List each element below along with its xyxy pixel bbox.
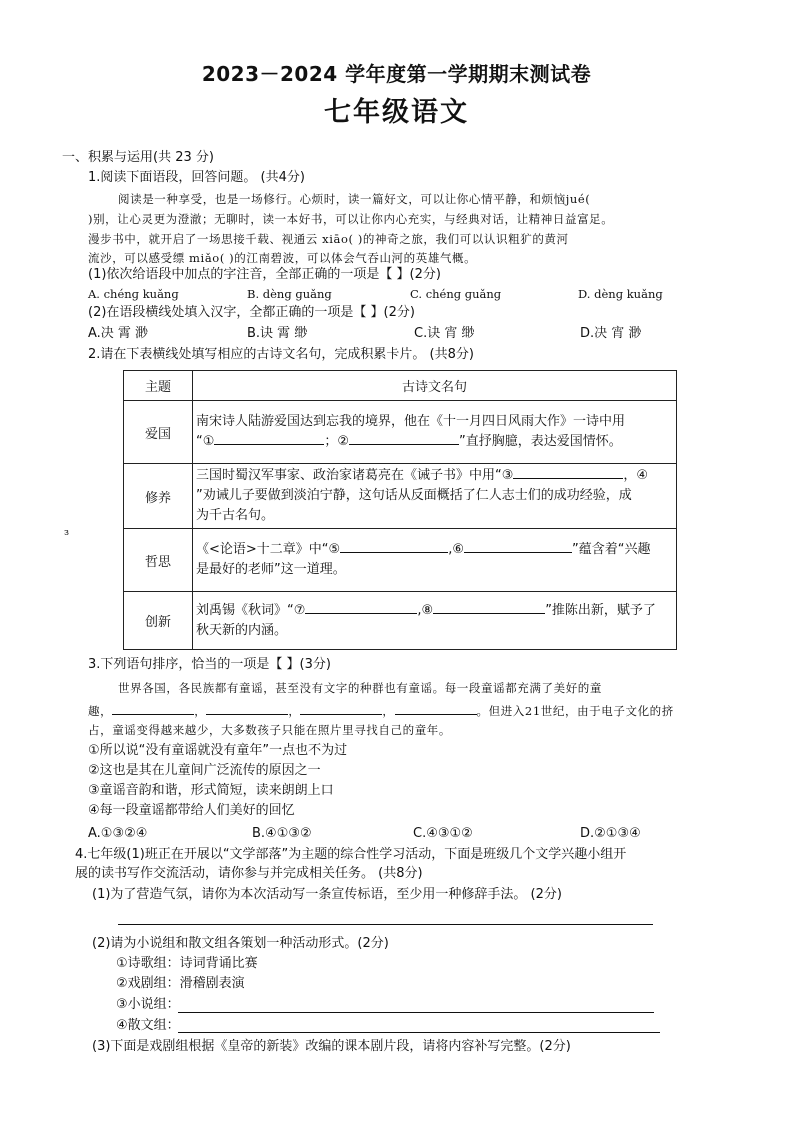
answer-blank[interactable] bbox=[349, 432, 459, 445]
exam-subject: 七年级语文 bbox=[324, 97, 469, 128]
table-row bbox=[124, 529, 677, 592]
answer-blank[interactable] bbox=[305, 601, 417, 614]
row-topic: 修养 bbox=[124, 464, 193, 529]
row-topic: 爱国 bbox=[124, 401, 193, 464]
q3-item: ①所以说“没有童谣就没有童年”一点也不为过 bbox=[88, 743, 348, 758]
answer-blank[interactable] bbox=[513, 466, 623, 479]
margin-mark: з bbox=[64, 528, 69, 538]
answer-line[interactable] bbox=[178, 1032, 660, 1033]
answer-blank[interactable] bbox=[433, 601, 545, 614]
column-header-content: 古诗文名句 bbox=[193, 371, 677, 401]
q3-stem: 3.下列语句排序，恰当的一项是【 】(3分) bbox=[88, 657, 331, 672]
q3-option-c: C.④③①② bbox=[413, 826, 473, 841]
q3-passage-line: 趣， ， ， ， 。但进入21世纪，由于电子文化的挤 bbox=[88, 704, 674, 718]
q1-passage-line: 阅读是一种享受，也是一场修行。心烦时，读一篇好文，可以让你心情平静，和烦恼jué( bbox=[118, 192, 591, 206]
q3-passage-line: 占，童谣变得越来越少，大多数孩子只能在照片里寻找自己的童年。 bbox=[88, 723, 451, 737]
poetry-table bbox=[123, 370, 677, 650]
answer-line[interactable] bbox=[118, 924, 653, 925]
q1-passage-line: 流沙，可以感受缥 miǎo( )的江南碧波，可以体会气吞山河的英雄气概。 bbox=[88, 251, 477, 265]
row-content: 刘禹锡《秋词》“⑦ ,⑧ ”推陈出新，赋予了 秋天新的内涵。 bbox=[193, 592, 677, 650]
q1-sub1: (1)依次给语段中加点的字注音，全部正确的一项是【 】(2分) bbox=[88, 267, 441, 282]
answer-blank[interactable] bbox=[112, 702, 194, 715]
q1-sub2-option-d: D.决 宵 渺 bbox=[580, 326, 642, 341]
q4-group-item: ④散文组： bbox=[116, 1018, 180, 1033]
q1-sub1-option-c: C. chénɡ ɡuǎnɡ bbox=[410, 287, 502, 301]
q1-sub2: (2)在语段横线处填入汉字，全都正确的一项是【 】(2分) bbox=[88, 305, 415, 320]
q1-sub1-option-d: D. dènɡ kuǎnɡ bbox=[578, 287, 663, 301]
q3-item: ③童谣音韵和谐，形式简短，读来朗朗上口 bbox=[88, 783, 334, 798]
q1-sub2-option-b: B.诀 霄 缈 bbox=[247, 326, 308, 341]
q3-item: ④每一段童谣都带给人们美好的回忆 bbox=[88, 803, 295, 818]
answer-blank[interactable] bbox=[340, 540, 448, 553]
q1-passage-line: 漫步书中，就开启了一场思接千载、视通云 xiāo( )的神奇之旅，我们可以认识粗犷的黄河 bbox=[88, 232, 569, 246]
q1-sub2-option-c: C.诀 宵 缈 bbox=[414, 326, 475, 341]
answer-blank[interactable] bbox=[464, 540, 572, 553]
table-row bbox=[124, 464, 677, 529]
q4-sub2: (2)请为小说组和散文组各策划一种活动形式。(2分) bbox=[92, 936, 389, 951]
q3-item: ②这也是其在儿童间广泛流传的原因之一 bbox=[88, 763, 321, 778]
q4-group-item: ①诗歌组：诗词背诵比赛 bbox=[116, 956, 258, 971]
row-content: 南宋诗人陆游爱国达到忘我的境界，他在《十一月四日风雨大作》一诗中用 “① ；② ”直抒胸臆，表达爱国情怀。 bbox=[193, 401, 677, 464]
answer-line[interactable] bbox=[178, 1012, 654, 1013]
q3-option-b: B.④①③② bbox=[252, 826, 312, 841]
answer-blank[interactable] bbox=[214, 432, 324, 445]
row-content: 《<论语>十二章》中“⑤ ,⑥ ”蕴含着“兴趣 是最好的老师”这一道理。 bbox=[193, 529, 677, 592]
column-header-topic: 主题 bbox=[124, 371, 193, 401]
q1-sub2-option-a: A.决 霄 渺 bbox=[88, 326, 149, 341]
answer-blank[interactable] bbox=[206, 702, 288, 715]
table-row bbox=[124, 401, 677, 464]
q4-sub3: (3)下面是戏剧组根据《皇帝的新装》改编的课本剧片段，请将内容补写完整。(2分) bbox=[92, 1039, 571, 1054]
answer-blank[interactable] bbox=[395, 702, 477, 715]
q3-option-a: A.①③②④ bbox=[88, 826, 148, 841]
q1-stem: 1.阅读下面语段，回答问题。 (共4分) bbox=[88, 170, 305, 185]
q3-passage-line: 世界各国，各民族都有童谣，甚至没有文字的种群也有童谣。每一段童谣都充满了美好的童 bbox=[118, 681, 602, 695]
answer-blank[interactable] bbox=[300, 702, 382, 715]
q1-passage-line: )别，让心灵更为澄澈；无聊时，读一本好书，可以让你内心充实，与经典对话，让精神日益富足。 bbox=[88, 212, 614, 226]
section-heading: 一、积累与运用(共 23 分) bbox=[62, 150, 214, 165]
table-header-row bbox=[124, 371, 677, 401]
q4-stem: 4.七年级(1)班正在开展以“文学部落”为主题的综合性学习活动，下面是班级几个文学兴趣小组开 bbox=[75, 847, 627, 862]
q1-sub1-option-a: A. chénɡ kuǎnɡ bbox=[88, 287, 179, 301]
q4-group-item: ②戏剧组：滑稽剧表演 bbox=[116, 976, 245, 991]
exam-title: 2023－2024 学年度第一学期期末测试卷 bbox=[201, 62, 592, 86]
q4-group-item: ③小说组： bbox=[116, 997, 180, 1012]
row-content: 三国时蜀汉军事家、政治家诸葛亮在《诫子书》中用“③ ，④ ”劝诫儿子要做到淡泊宁静，这句话从反面概括了仁人志士们的成功经验，成 为千古名句。 bbox=[193, 464, 677, 529]
row-topic: 创新 bbox=[124, 592, 193, 650]
q3-option-d: D.②①③④ bbox=[580, 826, 641, 841]
q2-stem: 2.请在下表横线处填写相应的古诗文名句，完成积累卡片。 (共8分) bbox=[88, 347, 474, 362]
row-topic: 哲思 bbox=[124, 529, 193, 592]
table-row bbox=[124, 592, 677, 650]
q4-stem: 展的读书写作交流活动，请你参与并完成相关任务。 (共8分) bbox=[75, 866, 423, 881]
q1-sub1-option-b: B. dènɡ ɡuǎnɡ bbox=[247, 287, 332, 301]
q4-sub1: (1)为了营造气氛，请你为本次活动写一条宣传标语，至少用一种修辞手法。 (2分) bbox=[92, 887, 562, 902]
